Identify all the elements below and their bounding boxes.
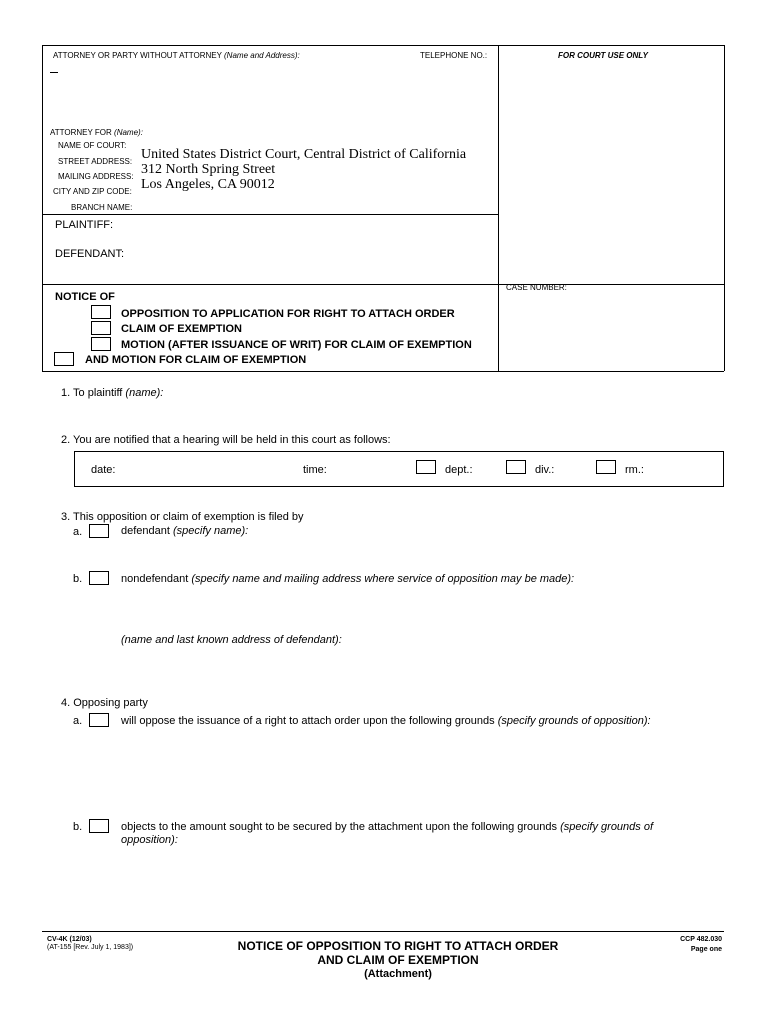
claim-exemption-checkbox[interactable] xyxy=(91,321,111,335)
ccp-reference: CCP 482.030 xyxy=(680,936,722,943)
rm-checkbox[interactable] xyxy=(596,460,616,474)
motion-option: MOTION (AFTER ISSUANCE OF WRIT) FOR CLAIM OF EXEMPTION xyxy=(121,339,472,351)
footer-title: NOTICE OF OPPOSITION TO RIGHT TO ATTACH ORDER AND CLAIM OF EXEMPTION (Attachment) xyxy=(237,939,559,980)
case-number-label: CASE NUMBER: xyxy=(506,283,567,292)
header-right-line xyxy=(724,45,725,371)
item-3-label: 3. This opposition or claim of exemption is filed by xyxy=(61,511,304,523)
and-motion-option: AND MOTION FOR CLAIM OF EXEMPTION xyxy=(85,354,307,366)
form-revision: (AT-155 [Rev. July 1, 1983]) xyxy=(47,944,134,951)
hearing-rm-label: rm.: xyxy=(625,464,644,476)
plaintiff-label: PLAINTIFF: xyxy=(55,219,114,231)
item-4-label: 4. Opposing party xyxy=(61,697,148,709)
dept-checkbox[interactable] xyxy=(416,460,436,474)
hearing-div-label: div.: xyxy=(535,464,555,476)
branch-name-label: BRANCH NAME: xyxy=(71,203,133,212)
opposition-option: OPPOSITION TO APPLICATION FOR RIGHT TO ATTACH ORDER xyxy=(121,308,455,320)
item-4a-letter: a. xyxy=(73,715,83,727)
footer-line xyxy=(42,931,724,932)
item-3b-letter: b. xyxy=(73,573,83,585)
court-street-value[interactable]: 312 North Spring Street xyxy=(141,162,276,177)
item-4b-letter: b. xyxy=(73,821,83,833)
opposition-checkbox[interactable] xyxy=(91,305,111,319)
claim-exemption-option: CLAIM OF EXEMPTION xyxy=(121,323,242,335)
hearing-time-label: time: xyxy=(303,464,327,476)
street-address-label: STREET ADDRESS: xyxy=(58,157,133,166)
header-divider-line xyxy=(498,45,499,371)
name-of-court-label: NAME OF COURT: xyxy=(58,141,127,150)
hearing-dept-label: dept.: xyxy=(445,464,473,476)
item-3b-text: nondefendant (specify name and mailing address where service of opposition may be made): xyxy=(121,573,575,585)
header-top-line xyxy=(42,45,724,46)
item-3a-text: defendant (specify name): xyxy=(121,525,249,537)
mailing-address-label: MAILING ADDRESS: xyxy=(58,172,134,181)
court-city-value[interactable]: Los Angeles, CA 90012 xyxy=(141,177,275,192)
defendant-label: DEFENDANT: xyxy=(55,248,125,260)
item-1-label: 1. To plaintiff (name): xyxy=(61,387,164,399)
page-number: Page one xyxy=(690,946,722,953)
notice-of-title: NOTICE OF xyxy=(55,291,115,303)
item-3a-letter: a. xyxy=(73,526,83,538)
attorney-label: ATTORNEY OR PARTY WITHOUT ATTORNEY (Name and Address): xyxy=(53,51,300,60)
court-use-label: FOR COURT USE ONLY xyxy=(558,51,648,60)
item-4a-checkbox[interactable] xyxy=(89,713,109,727)
item-4b-checkbox[interactable] xyxy=(89,819,109,833)
dash-mark xyxy=(50,72,58,73)
notice-bottom-line xyxy=(42,371,724,372)
court-name-value[interactable]: United States District Court, Central District of California xyxy=(141,147,467,162)
and-motion-checkbox[interactable] xyxy=(54,352,74,366)
city-zip-label: CITY AND ZIP CODE: xyxy=(53,187,132,196)
motion-checkbox[interactable] xyxy=(91,337,111,351)
item-4a-text: will oppose the issuance of a right to attach order upon the following grounds (specify grounds of opposition): xyxy=(121,715,651,727)
parties-bottom-line xyxy=(42,284,724,285)
item-3a-checkbox[interactable] xyxy=(89,524,109,538)
form-number: CV-4K (12/03) xyxy=(47,936,92,943)
item-3b-checkbox[interactable] xyxy=(89,571,109,585)
hearing-date-label: date: xyxy=(91,464,116,476)
court-bottom-line xyxy=(42,214,498,215)
div-checkbox[interactable] xyxy=(506,460,526,474)
attorney-for-label: ATTORNEY FOR (Name): xyxy=(50,128,143,137)
item-4b-text: objects to the amount sought to be secured by the attachment upon the following grounds (specify grounds of xyxy=(121,821,654,833)
item-4b-text-cont: opposition): xyxy=(121,834,178,846)
telephone-label: TELEPHONE NO.: xyxy=(420,51,488,60)
item-2-label: 2. You are notified that a hearing will be held in this court as follows: xyxy=(61,434,391,446)
header-left-line xyxy=(42,45,43,371)
item-3b-sub: (name and last known address of defendant): xyxy=(121,634,342,646)
